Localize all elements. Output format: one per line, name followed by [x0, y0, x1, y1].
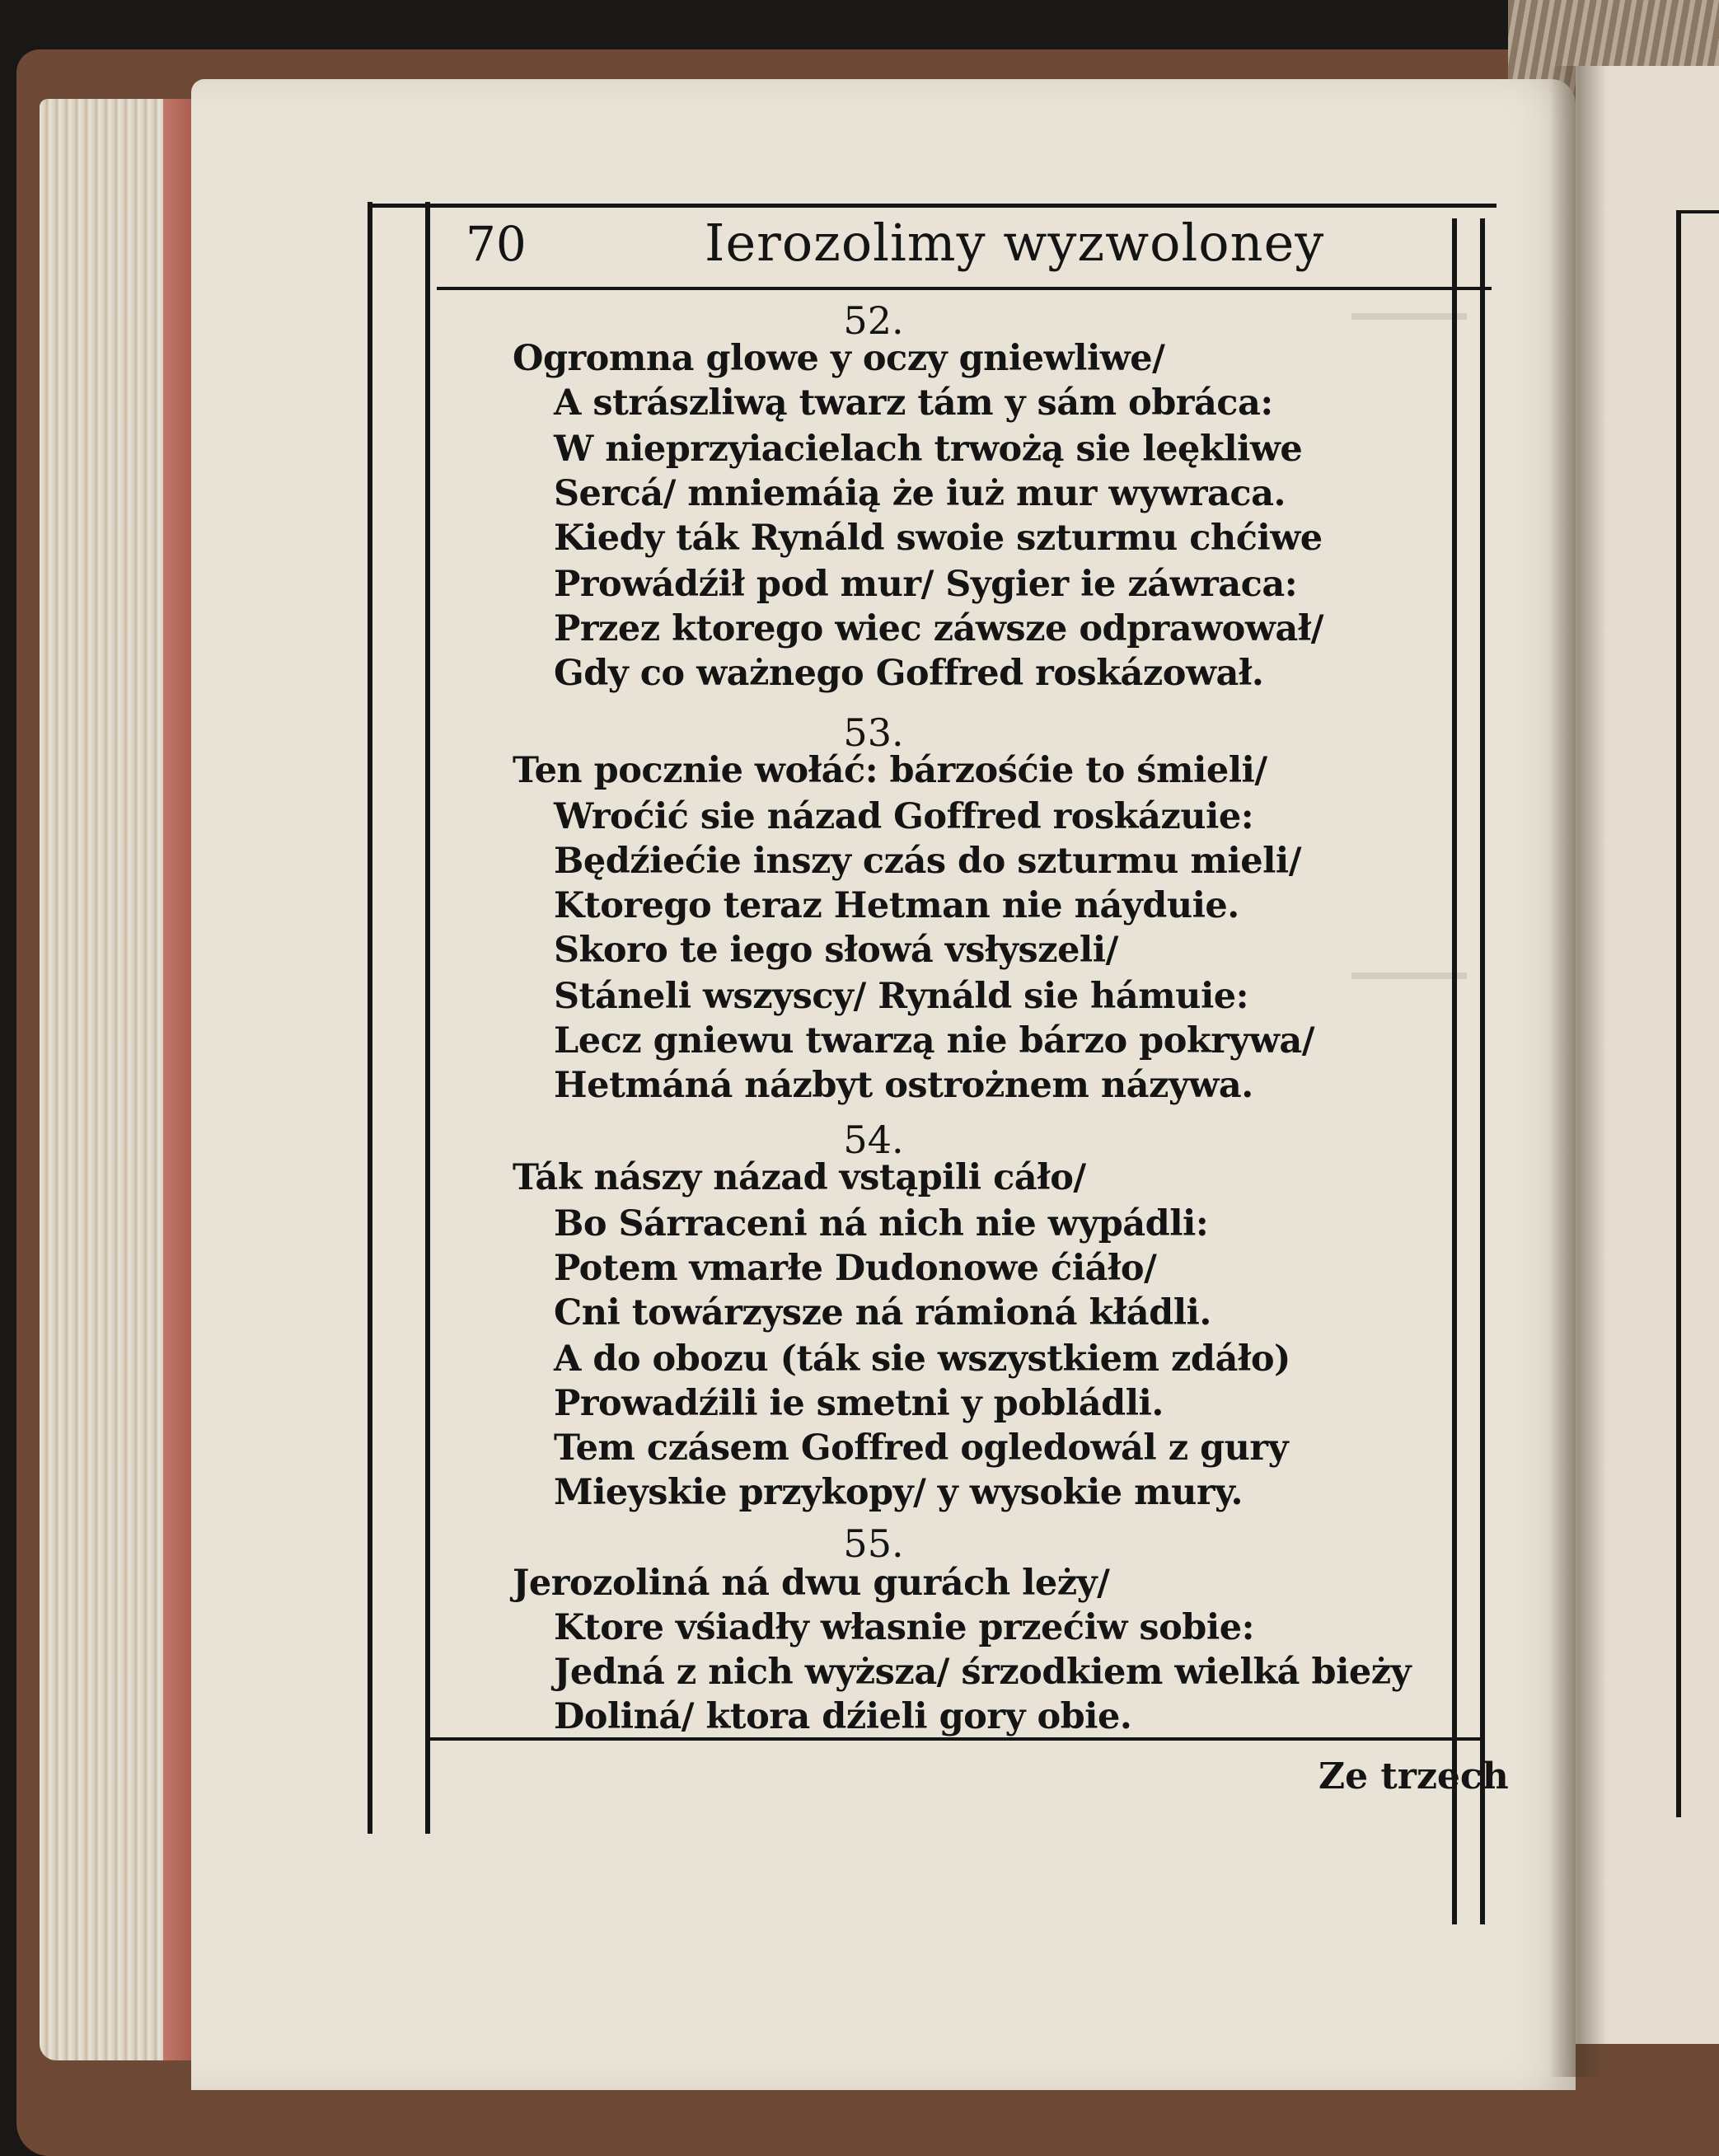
- frame-right-outer: [1480, 218, 1485, 1924]
- verse-line: Stáneli wszyscy/ Rynáld sie hámuie:: [554, 976, 1249, 1017]
- verse-line: Prowadźili ie smetni y pobládli.: [554, 1383, 1164, 1424]
- verse-line: Ktore vśiadły własnie przećiw sobie:: [554, 1607, 1254, 1648]
- verse-line: Hetmáná názbyt ostrożnem názywa.: [554, 1065, 1253, 1106]
- verse-line: Kiedy ták Rynáld swoie szturmu chćiwe: [554, 518, 1323, 559]
- verse-line: Ktorego teraz Hetman nie náyduie.: [554, 885, 1239, 926]
- verse-line: Wroćić sie názad Goffred roskázuie:: [554, 796, 1254, 837]
- verse-line: Prowádźił pod mur/ Sygier ie záwraca:: [554, 564, 1298, 605]
- frame-top: [368, 204, 1497, 208]
- verse-line: Jedná z nich wyższa/ śrzodkiem wielká bieży: [554, 1652, 1412, 1693]
- page-number: 70: [466, 216, 527, 272]
- frame-left-inner: [425, 202, 430, 1834]
- frame-right-inner: [1452, 218, 1457, 1924]
- verse-line: Doliná/ ktora dźieli gory obie.: [554, 1696, 1132, 1737]
- verse-line: Jerozoliná ná dwu gurách leży/: [513, 1563, 1110, 1604]
- bleed-through-mark: [1351, 313, 1467, 320]
- verse-line: Skoro te iego słowá vsłyszeli/: [554, 930, 1118, 971]
- verse-line: A strászliwą twarz tám y sám obráca:: [554, 382, 1273, 424]
- verse-line: Ten pocznie wołáć: bárzośćie to śmieli/: [513, 750, 1267, 791]
- footer-rule: [429, 1737, 1483, 1741]
- stanza-number: 53.: [843, 710, 904, 755]
- verse-line: Tem czásem Goffred ogledowál z gury: [554, 1427, 1289, 1469]
- running-title: Ierozolimy wyzwoloney: [705, 213, 1325, 273]
- frame-left-outer: [368, 202, 372, 1834]
- stanza-number: 52.: [843, 298, 904, 343]
- verse-line: Gdy co ważnego Goffred roskázował.: [554, 653, 1264, 694]
- verse-line: Cni towárzysze ná rámioná kłádli.: [554, 1292, 1211, 1333]
- header-rule: [437, 287, 1492, 290]
- verse-line: Ták nászy názad vstąpili cáło/: [513, 1157, 1086, 1198]
- stanza-number: 55.: [843, 1521, 904, 1566]
- verse-line: Ogromna glowe y oczy gniewliwe/: [513, 338, 1165, 379]
- page-edges: [40, 99, 196, 2060]
- verse-line: Mieyskie przykopy/ y wysokie mury.: [554, 1472, 1244, 1513]
- verse-line: A do obozu (ták sie wszystkiem zdáło): [554, 1338, 1290, 1380]
- verse-line: Potem vmarłe Dudonowe ćiáło/: [554, 1248, 1157, 1289]
- verse-line: Przez ktorego wiec záwsze odprawował/: [554, 608, 1323, 649]
- verse-line: Lecz gniewu twarzą nie bárzo pokrywa/: [554, 1020, 1314, 1062]
- verse-line: Bo Sárraceni ná nich nie wypádli:: [554, 1203, 1209, 1244]
- right-page-frame-top: [1681, 210, 1719, 213]
- catchword: Ze trzech: [1319, 1755, 1509, 1797]
- verse-line: Będźiećie inszy czás do szturmu mieli/: [554, 841, 1301, 882]
- verse-line: Sercá/ mniemáią że iuż mur wywraca.: [554, 473, 1286, 514]
- verse-line: W nieprzyiacielach trwożą sie leękliwe: [554, 429, 1303, 470]
- right-page-frame: [1676, 210, 1681, 1817]
- stanza-number: 54.: [843, 1118, 904, 1162]
- bleed-through-mark: [1351, 973, 1467, 979]
- gutter-shadow: [1549, 66, 1607, 2077]
